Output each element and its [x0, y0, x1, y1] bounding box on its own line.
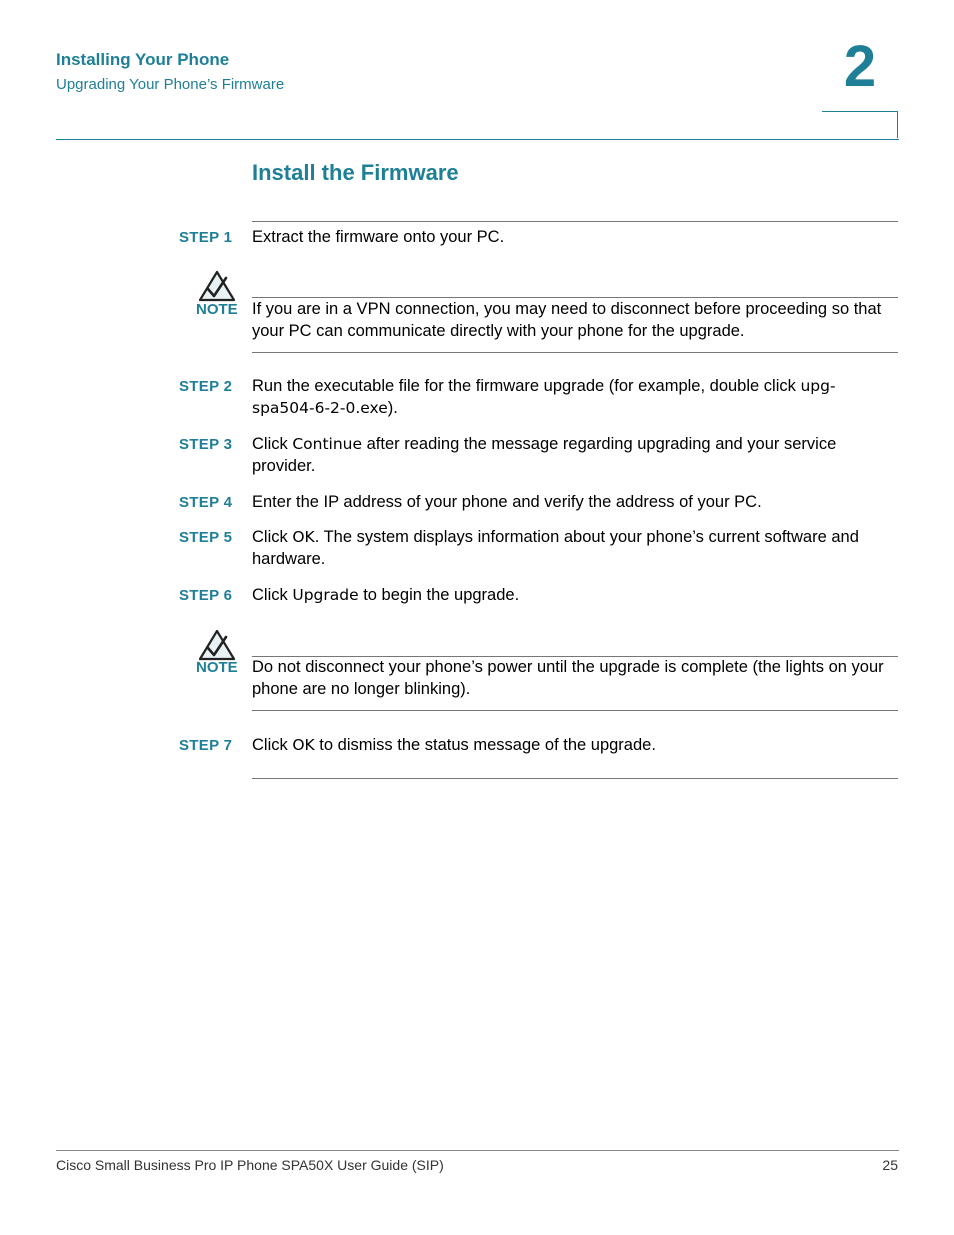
step-label: STEP 6 [179, 587, 233, 604]
note-text: If you are in a VPN connection, you may need to disconnect before proceeding so that your PC can communicate directly with your phone for the upgrade. [252, 300, 882, 340]
note-label: NOTE [196, 659, 238, 676]
step-text: Extract the firmware onto your PC. [252, 228, 505, 246]
step-label: STEP 2 [179, 378, 233, 395]
section-title: Install the Firmware [252, 160, 459, 185]
section-subtitle: Upgrading Your Phone’s Firmware [56, 76, 285, 93]
chapter-number-box [822, 111, 898, 138]
step-text: Click Continue after reading the message regarding upgrading and your service provider. [252, 435, 837, 475]
step-text: Click OK. The system displays information about your phone’s current software and hardware. [252, 528, 859, 568]
filename-text: upg-spa504-6-2-0.exe [252, 377, 836, 417]
command-text: Continue [292, 435, 363, 453]
page-number: 25 [882, 1157, 898, 1173]
step-label: STEP 1 [179, 229, 233, 246]
footer-guide-title: Cisco Small Business Pro IP Phone SPA50X User Guide (SIP) [56, 1157, 444, 1173]
chapter-title: Installing Your Phone [56, 50, 230, 69]
step-text: Click Upgrade to begin the upgrade. [252, 586, 520, 604]
divider [252, 778, 898, 779]
note-label: NOTE [196, 301, 238, 318]
divider [252, 710, 898, 711]
divider [252, 352, 898, 353]
chapter-number: 2 [843, 34, 877, 99]
footer-divider [56, 1150, 899, 1151]
header-divider [56, 139, 899, 140]
note-check-icon [197, 629, 237, 661]
note-text: Do not disconnect your phone’s power until the upgrade is complete (the lights on your phone are no longer blinking). [252, 658, 884, 698]
step-text: Run the executable file for the firmware upgrade (for example, double click upg-spa504-6-2-0.exe). [252, 377, 836, 417]
step-label: STEP 4 [179, 494, 233, 511]
step-label: STEP 3 [179, 436, 233, 453]
command-text: OK [292, 736, 315, 754]
command-text: Upgrade [292, 586, 359, 604]
step-text: Click OK to dismiss the status message of the upgrade. [252, 736, 656, 754]
divider [252, 221, 898, 222]
step-text: Enter the IP address of your phone and verify the address of your PC. [252, 493, 762, 511]
command-text: OK [292, 528, 315, 546]
note-check-icon [197, 270, 237, 302]
step-label: STEP 7 [179, 737, 233, 754]
step-label: STEP 5 [179, 529, 233, 546]
